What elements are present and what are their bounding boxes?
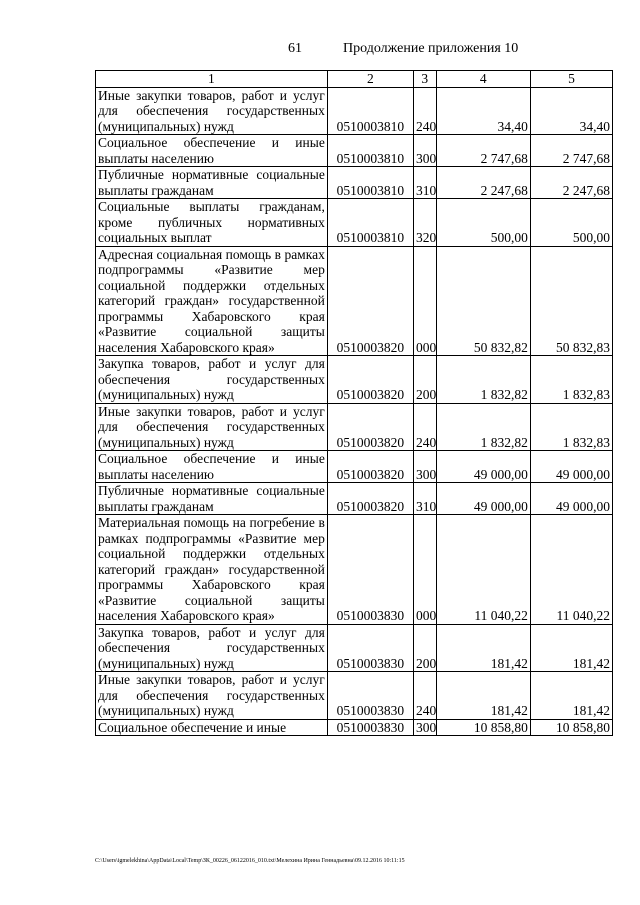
row-name-cell: Социальное обеспечение и иные [96, 719, 328, 736]
row-value-col4-cell: 1 832,82 [436, 403, 530, 451]
row-value-col4-cell: 181,42 [436, 672, 530, 720]
row-value-col5-cell: 1 832,83 [530, 403, 612, 451]
row-value-col5-cell: 181,42 [530, 672, 612, 720]
row-name-cell: Иные закупки товаров, работ и услуг для обеспечения государственных (муниципальных) нужд [96, 87, 328, 135]
row-value-col5-cell: 50 832,83 [530, 246, 612, 356]
row-type-cell: 310 [413, 483, 436, 515]
row-value-col4-cell: 500,00 [436, 199, 530, 247]
row-name-cell: Иные закупки товаров, работ и услуг для обеспечения государственных (муниципальных) нужд [96, 403, 328, 451]
table-row [96, 403, 613, 451]
row-value-col5-cell: 181,42 [530, 624, 612, 672]
table-row [96, 483, 613, 515]
row-value-col4-cell: 11 040,22 [436, 515, 530, 625]
column-header-2: 2 [327, 71, 413, 88]
row-value-col5-cell: 49 000,00 [530, 451, 612, 483]
row-value-col4-cell: 2 247,68 [436, 167, 530, 199]
row-value-col5-cell: 500,00 [530, 199, 612, 247]
table-row [96, 624, 613, 672]
row-type-cell: 200 [413, 356, 436, 404]
row-value-col5-cell: 11 040,22 [530, 515, 612, 625]
row-type-cell: 310 [413, 167, 436, 199]
table-row [96, 199, 613, 247]
row-type-cell: 200 [413, 624, 436, 672]
row-value-col5-cell: 2 247,68 [530, 167, 612, 199]
column-header-5: 5 [530, 71, 612, 88]
row-value-col4-cell: 1 832,82 [436, 356, 530, 404]
row-type-cell: 240 [413, 403, 436, 451]
row-name-cell: Публичные нормативные социальные выплаты гражданам [96, 483, 328, 515]
table-row [96, 672, 613, 720]
row-value-col4-cell: 34,40 [436, 87, 530, 135]
row-value-col5-cell: 2 747,68 [530, 135, 612, 167]
row-code-cell: 0510003820 [327, 451, 413, 483]
row-name-cell: Закупка товаров, работ и услуг для обеспечения государственных (муниципальных) нужд [96, 624, 328, 672]
page-number: 61 [288, 41, 302, 56]
document-footer-path: C:\Users\igmelekhina\AppData\Local\Temp\ЗК_00226_06122016_010.txt\Мелехина Ирина Геннадьевна\09.12.2016 10:11:15 [95, 858, 405, 864]
row-type-cell: 300 [413, 451, 436, 483]
row-code-cell: 0510003820 [327, 356, 413, 404]
table-header-row [96, 71, 613, 88]
row-name-cell: Иные закупки товаров, работ и услуг для обеспечения государственных (муниципальных) нужд [96, 672, 328, 720]
row-code-cell: 0510003830 [327, 719, 413, 736]
table-row [96, 515, 613, 625]
budget-table [95, 70, 613, 736]
table-row [96, 356, 613, 404]
row-type-cell: 240 [413, 87, 436, 135]
row-type-cell: 240 [413, 672, 436, 720]
row-value-col4-cell: 10 858,80 [436, 719, 530, 736]
row-code-cell: 0510003810 [327, 135, 413, 167]
row-name-cell: Социальное обеспечение и иные выплаты населению [96, 451, 328, 483]
row-type-cell: 300 [413, 135, 436, 167]
row-code-cell: 0510003830 [327, 515, 413, 625]
row-type-cell: 000 [413, 246, 436, 356]
row-type-cell: 300 [413, 719, 436, 736]
row-code-cell: 0510003810 [327, 87, 413, 135]
row-code-cell: 0510003820 [327, 246, 413, 356]
table-row [96, 246, 613, 356]
appendix-continuation-title: Продолжение приложения 10 [343, 41, 519, 56]
row-value-col4-cell: 49 000,00 [436, 483, 530, 515]
row-value-col5-cell: 34,40 [530, 87, 612, 135]
row-name-cell: Социальное обеспечение и иные выплаты населению [96, 135, 328, 167]
row-value-col5-cell: 10 858,80 [530, 719, 612, 736]
table-row [96, 451, 613, 483]
row-type-cell: 320 [413, 199, 436, 247]
row-value-col5-cell: 1 832,83 [530, 356, 612, 404]
row-name-cell: Адресная социальная помощь в рамках подпрограммы «Развитие мер социальной поддержки отдельных категорий граждан» государственной программы Хабаровского края «Развитие социальной защиты населения Хабаровского края» [96, 246, 328, 356]
row-value-col5-cell: 49 000,00 [530, 483, 612, 515]
row-name-cell: Социальные выплаты гражданам, кроме публичных нормативных социальных выплат [96, 199, 328, 247]
row-value-col4-cell: 181,42 [436, 624, 530, 672]
row-code-cell: 0510003830 [327, 624, 413, 672]
column-header-1: 1 [96, 71, 328, 88]
row-value-col4-cell: 49 000,00 [436, 451, 530, 483]
row-name-cell: Материальная помощь на погребение в рамках подпрограммы «Развитие мер социальной поддержки отдельных категорий граждан» государственной программы Хабаровского края «Развитие социальной защиты населения Хабаровского края» [96, 515, 328, 625]
row-value-col4-cell: 50 832,82 [436, 246, 530, 356]
column-header-4: 4 [436, 71, 530, 88]
row-name-cell: Закупка товаров, работ и услуг для обеспечения государственных (муниципальных) нужд [96, 356, 328, 404]
page-header [0, 41, 640, 57]
table-row [96, 167, 613, 199]
row-code-cell: 0510003830 [327, 672, 413, 720]
row-code-cell: 0510003820 [327, 483, 413, 515]
row-name-cell: Публичные нормативные социальные выплаты гражданам [96, 167, 328, 199]
column-header-3: 3 [413, 71, 436, 88]
row-value-col4-cell: 2 747,68 [436, 135, 530, 167]
row-code-cell: 0510003810 [327, 199, 413, 247]
table-row [96, 719, 613, 736]
table-row [96, 87, 613, 135]
table-row [96, 135, 613, 167]
row-code-cell: 0510003820 [327, 403, 413, 451]
row-code-cell: 0510003810 [327, 167, 413, 199]
row-type-cell: 000 [413, 515, 436, 625]
